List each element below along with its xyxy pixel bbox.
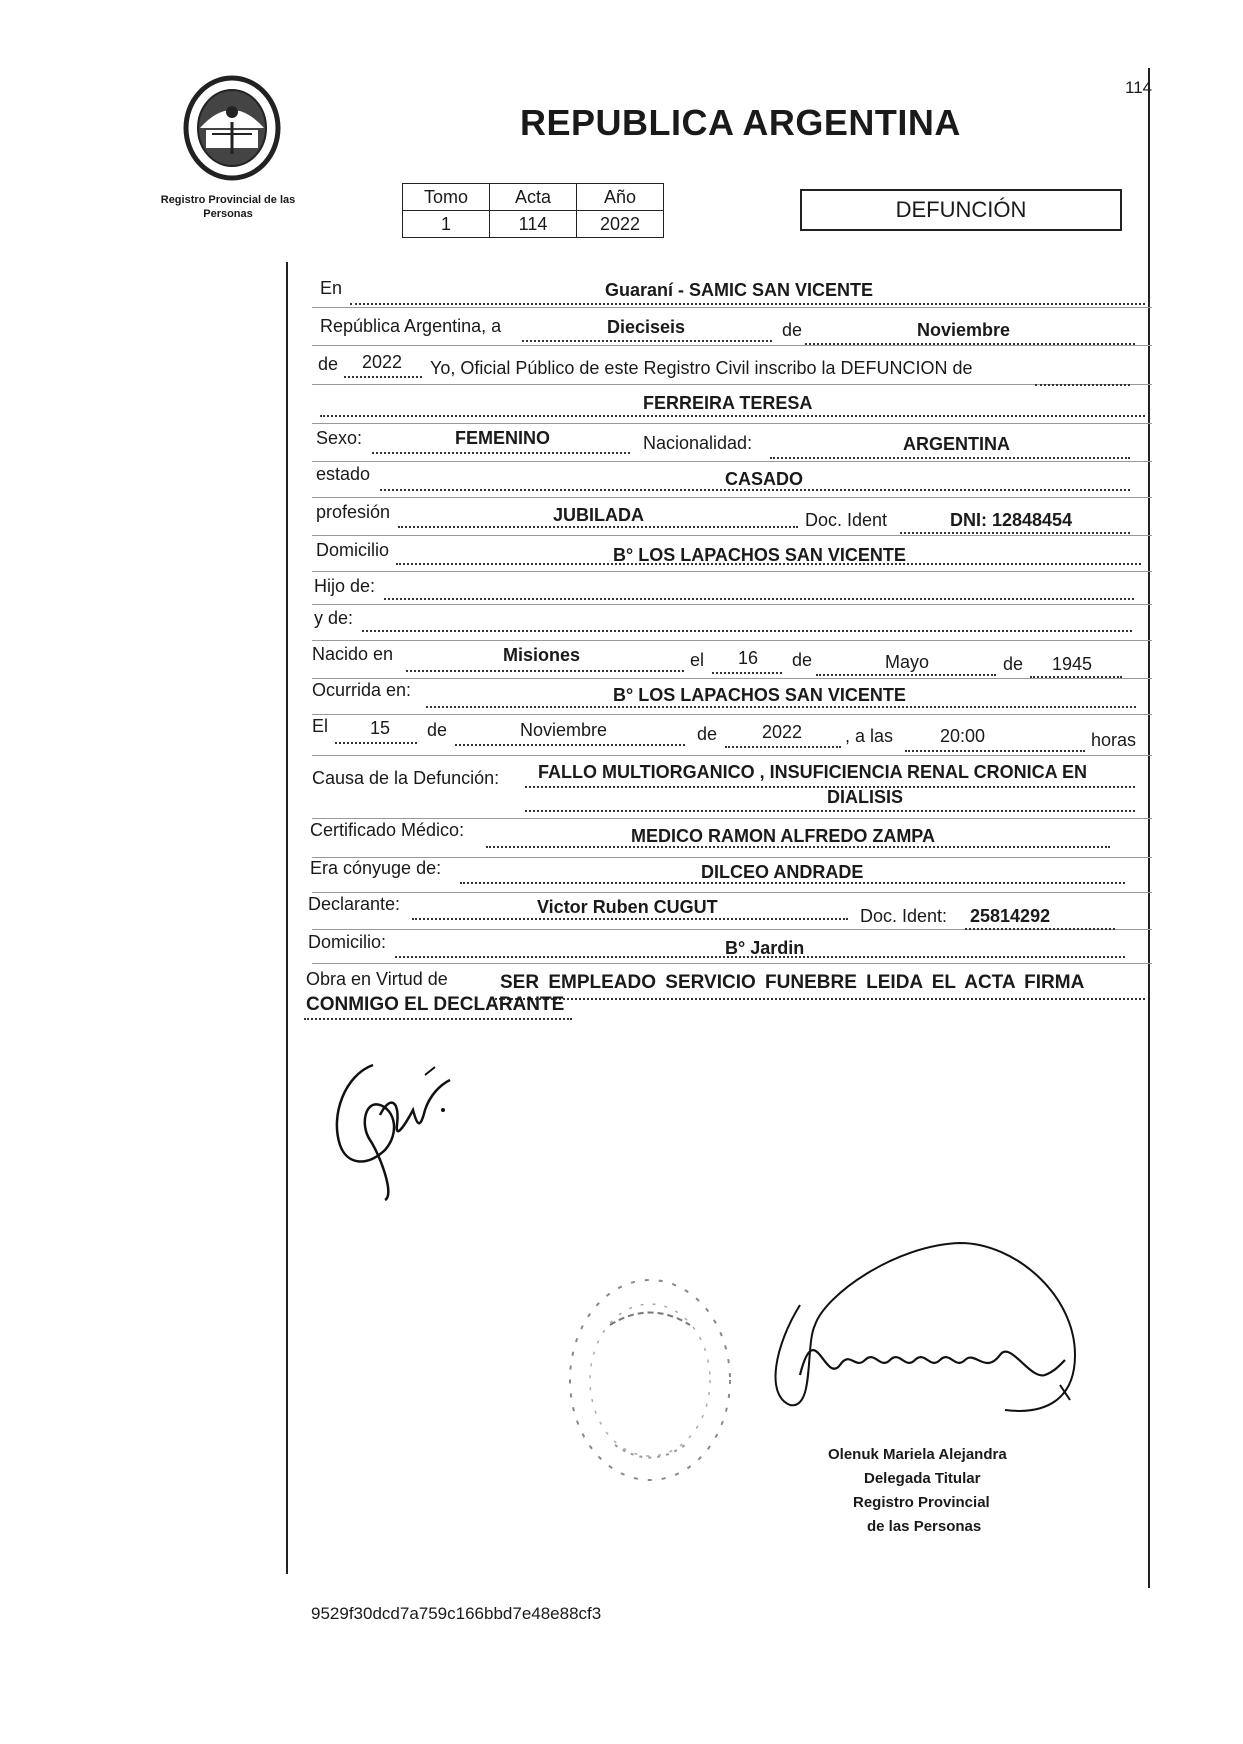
tomo-value: 1 bbox=[403, 211, 490, 238]
de-label: de bbox=[782, 320, 803, 340]
nacionalidad-label: Nacionalidad: bbox=[643, 433, 753, 453]
row-separator bbox=[312, 307, 1152, 308]
anio-header: Año bbox=[577, 184, 664, 211]
provincial-seal-icon bbox=[180, 72, 284, 184]
nacido-mes-value: Mayo bbox=[885, 652, 930, 672]
declarante-doc-value: 25814292 bbox=[970, 906, 1051, 926]
dotted-line bbox=[965, 928, 1115, 930]
dotted-line bbox=[770, 457, 1130, 459]
row-separator bbox=[312, 384, 1152, 385]
row-separator bbox=[312, 678, 1152, 679]
row-separator bbox=[312, 535, 1152, 536]
row-separator bbox=[312, 963, 1152, 964]
dotted-line bbox=[900, 532, 1130, 534]
acta-header: Acta bbox=[490, 184, 577, 211]
dotted-line bbox=[525, 810, 1135, 812]
dotted-line bbox=[362, 630, 1132, 632]
acta-value: 114 bbox=[490, 211, 577, 238]
dotted-line bbox=[725, 746, 841, 748]
dotted-line bbox=[412, 918, 848, 920]
dotted-line bbox=[805, 343, 1135, 345]
dotted-line bbox=[406, 670, 684, 672]
official-org-line1: Registro Provincial bbox=[853, 1494, 990, 1511]
declarante-label: Declarante: bbox=[308, 894, 401, 914]
nacido-label: Nacido en bbox=[312, 644, 394, 664]
volume-table bbox=[402, 183, 664, 238]
official-org-line2: de las Personas bbox=[867, 1518, 982, 1535]
page-number: 114 bbox=[1125, 78, 1153, 97]
dotted-line bbox=[344, 376, 422, 378]
certificado-value: MEDICO RAMON ALFREDO ZAMPA bbox=[631, 826, 935, 846]
lugar-value: Guaraní - SAMIC SAN VICENTE bbox=[605, 280, 874, 300]
causa-label: Causa de la Defunción: bbox=[312, 768, 500, 788]
official-role: Delegada Titular bbox=[864, 1470, 981, 1487]
obra-line1: SER EMPLEADO SERVICIO FUNEBRE LEIDA EL ACTA FIRMA bbox=[500, 972, 1085, 993]
nombre-value: FERREIRA TERESA bbox=[643, 393, 813, 413]
inscripcion-text: Yo, Oficial Público de este Registro Civil inscribo la DEFUNCION de bbox=[430, 358, 973, 378]
nacido-anio-value: 1945 bbox=[1052, 654, 1093, 674]
dotted-line bbox=[320, 415, 1145, 417]
conyuge-label: Era cónyuge de: bbox=[310, 858, 442, 878]
horas-label: horas bbox=[1091, 730, 1137, 750]
profesion-value: JUBILADA bbox=[553, 505, 645, 525]
dotted-line bbox=[350, 303, 1145, 305]
domicilio-value: B° LOS LAPACHOS SAN VICENTE bbox=[613, 545, 906, 565]
dotted-line bbox=[905, 750, 1085, 752]
dotted-line bbox=[335, 742, 417, 744]
sexo-label: Sexo: bbox=[316, 428, 363, 448]
de-label: de bbox=[318, 354, 339, 374]
sexo-value: FEMENINO bbox=[455, 428, 551, 448]
en-label: En bbox=[320, 278, 343, 298]
official-stamp bbox=[560, 1265, 740, 1495]
doc-label: Doc. Ident bbox=[805, 510, 888, 530]
def-dia-value: 15 bbox=[370, 718, 391, 738]
nacido-lugar-value: Misiones bbox=[503, 645, 581, 665]
right-margin-line bbox=[1148, 68, 1150, 1588]
dotted-line bbox=[490, 998, 1145, 1000]
anio-value: 2022 bbox=[577, 211, 664, 238]
row-separator bbox=[312, 755, 1152, 756]
dotted-line bbox=[372, 452, 630, 454]
domicilio2-label: Domicilio: bbox=[308, 932, 387, 952]
dotted-line bbox=[1030, 676, 1122, 678]
page-title: REPUBLICA ARGENTINA bbox=[520, 102, 961, 143]
el-label: El bbox=[312, 716, 329, 736]
estado-value: CASADO bbox=[725, 469, 804, 489]
dotted-line bbox=[1035, 384, 1130, 386]
left-margin-line bbox=[286, 262, 288, 1574]
dotted-line bbox=[384, 598, 1134, 600]
a-las-label: , a las bbox=[845, 726, 894, 746]
de-label: de bbox=[1003, 654, 1024, 674]
row-separator bbox=[312, 571, 1152, 572]
profesion-label: profesión bbox=[316, 502, 391, 522]
declarante-doc-label: Doc. Ident: bbox=[860, 906, 948, 926]
y-de-label: y de: bbox=[314, 608, 354, 628]
dotted-line bbox=[522, 340, 772, 342]
nacido-dia-value: 16 bbox=[738, 648, 759, 668]
row-separator bbox=[312, 640, 1152, 641]
row-separator bbox=[312, 818, 1152, 819]
obra-line2: CONMIGO EL DECLARANTE bbox=[306, 994, 565, 1015]
dotted-line bbox=[712, 672, 782, 674]
domicilio2-value: B° Jardin bbox=[725, 938, 805, 958]
anio-registro-value: 2022 bbox=[362, 352, 403, 372]
ocurrida-label: Ocurrida en: bbox=[312, 680, 412, 700]
dotted-line bbox=[455, 744, 685, 746]
conyuge-value: DILCEO ANDRADE bbox=[701, 862, 864, 882]
row-separator bbox=[312, 461, 1152, 462]
de-label: de bbox=[427, 720, 448, 740]
row-separator bbox=[312, 892, 1152, 893]
obra-label: Obra en Virtud de bbox=[306, 969, 448, 989]
estado-label: estado bbox=[316, 464, 371, 484]
official-signature bbox=[745, 1225, 1090, 1435]
dia-value: Dieciseis bbox=[607, 317, 686, 337]
record-type-box: DEFUNCIÓN bbox=[800, 189, 1122, 231]
dotted-line bbox=[398, 526, 798, 528]
de-label: de bbox=[697, 724, 718, 744]
declarant-signature bbox=[325, 1055, 465, 1205]
nacionalidad-value: ARGENTINA bbox=[903, 434, 1010, 454]
row-separator bbox=[312, 345, 1152, 346]
doc-value: DNI: 12848454 bbox=[950, 510, 1073, 530]
domicilio-label: Domicilio bbox=[316, 540, 390, 560]
official-name: Olenuk Mariela Alejandra bbox=[828, 1446, 1007, 1463]
fecha-label: República Argentina, a bbox=[320, 316, 502, 336]
row-separator bbox=[312, 714, 1152, 715]
def-mes-value: Noviembre bbox=[520, 720, 608, 740]
row-separator bbox=[312, 604, 1152, 605]
causa-line2: DIALISIS bbox=[827, 787, 904, 807]
hijo-de-label: Hijo de: bbox=[314, 576, 376, 596]
tomo-header: Tomo bbox=[403, 184, 490, 211]
dotted-line bbox=[426, 706, 1136, 708]
certificado-label: Certificado Médico: bbox=[310, 820, 465, 840]
registry-label: Registro Provincial de las Personas bbox=[160, 194, 296, 220]
row-separator bbox=[312, 497, 1152, 498]
def-anio-value: 2022 bbox=[762, 722, 803, 742]
el-label: el bbox=[690, 650, 705, 670]
causa-line1: FALLO MULTIORGANICO , INSUFICIENCIA RENAL CRONICA EN bbox=[538, 762, 1087, 782]
dotted-line bbox=[816, 674, 996, 676]
dotted-line bbox=[304, 1018, 572, 1020]
row-separator bbox=[312, 423, 1152, 424]
mes-value: Noviembre bbox=[917, 320, 1011, 340]
declarante-value: Victor Ruben CUGUT bbox=[537, 897, 718, 917]
document-hash: 9529f30dcd7a759c166bbd7e48e88cf3 bbox=[311, 1604, 602, 1623]
def-hora-value: 20:00 bbox=[940, 726, 986, 746]
ocurrida-value: B° LOS LAPACHOS SAN VICENTE bbox=[613, 685, 906, 705]
de-label: de bbox=[792, 650, 813, 670]
